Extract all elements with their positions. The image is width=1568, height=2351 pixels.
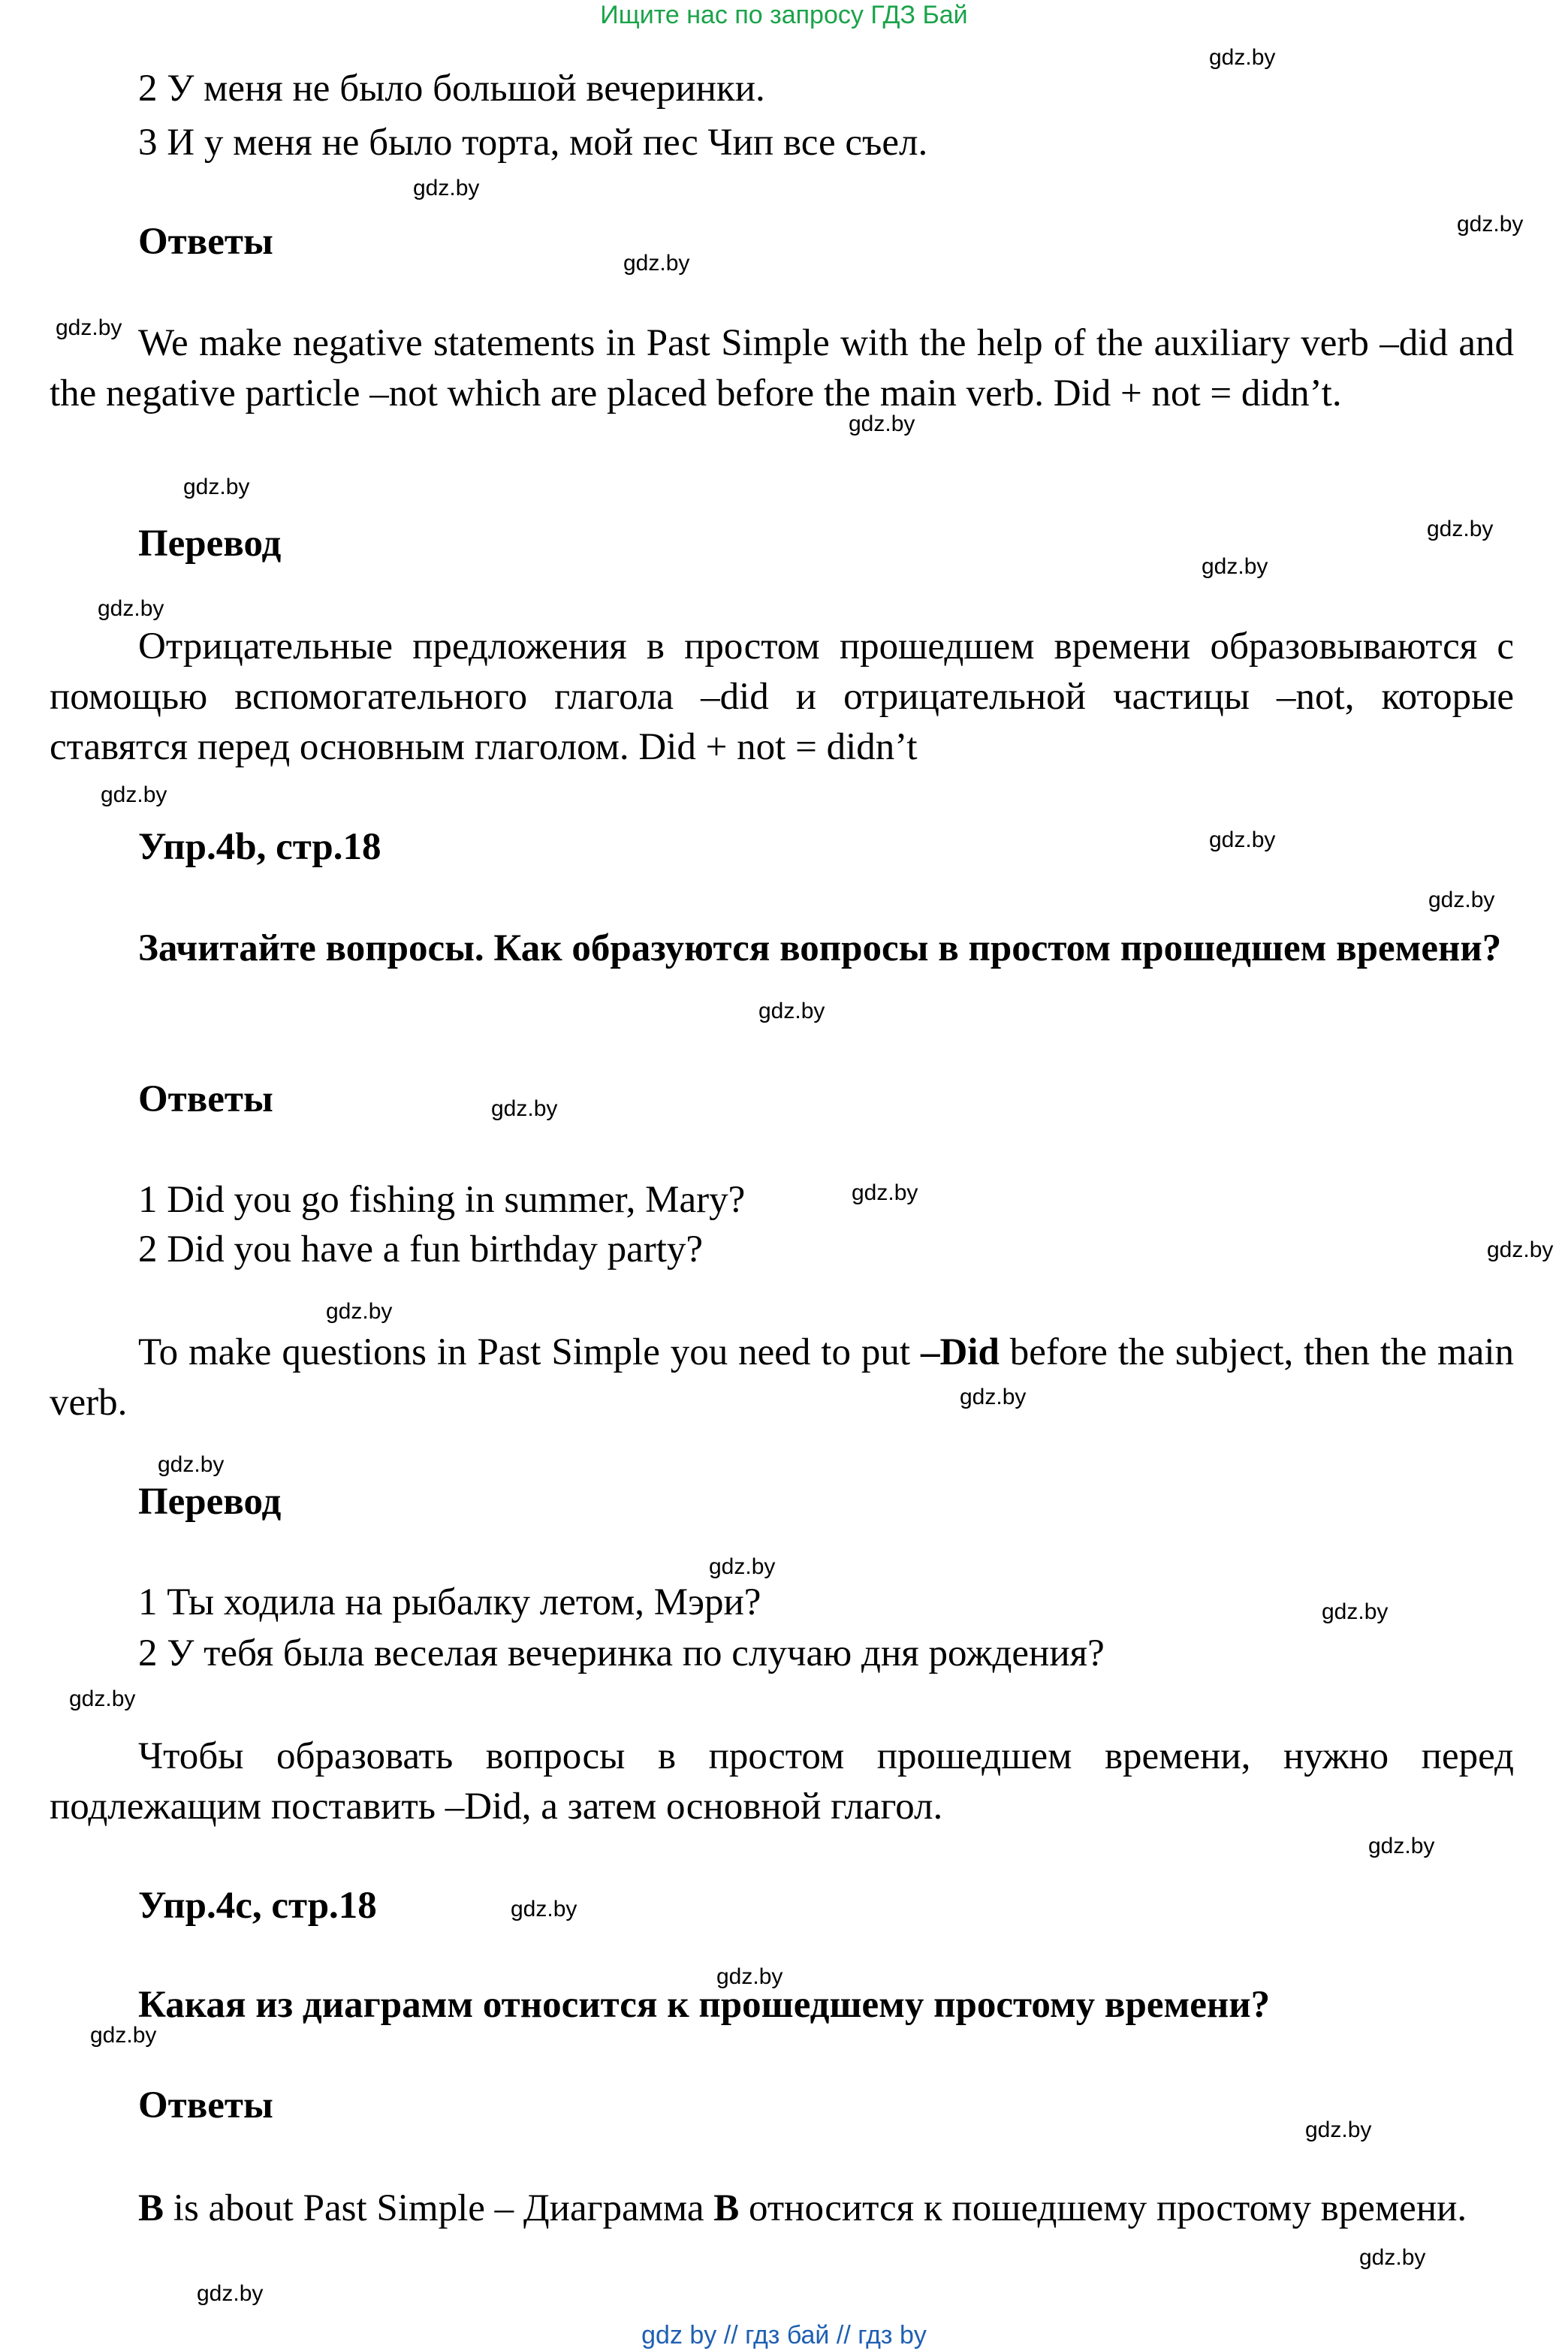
answer-text-2: относится к пошедшему простому времени. xyxy=(739,2187,1467,2229)
watermark: gdz.by xyxy=(849,411,915,436)
watermark: gdz.by xyxy=(709,1554,776,1579)
answers-heading-1: Ответы xyxy=(138,221,273,263)
watermark: gdz.by xyxy=(1428,888,1495,912)
explanation-text-before: To make questions in Past Simple you need to put xyxy=(138,1331,921,1373)
watermark: gdz.by xyxy=(101,782,167,807)
watermark: gdz.by xyxy=(1322,1599,1389,1624)
answer-b-bold-2: B xyxy=(713,2187,740,2229)
answers-heading-2: Ответы xyxy=(138,1078,273,1120)
watermark: gdz.by xyxy=(758,999,825,1023)
answer-paragraph-4c xyxy=(50,2184,1514,2234)
did-bold: –Did xyxy=(920,1331,1000,1373)
translation-paragraph-1: Отрицательные предложения в простом прошедшем времени образовываются с помощью вспомогательного глагола –did и отрицательной частицы –not, которые ставятся перед основным глаголом. Did + not = didn’t xyxy=(50,625,1514,768)
translation-heading-2: Перевод xyxy=(138,1481,282,1523)
intro-line-2: 2 У меня не было большой вечеринки. xyxy=(138,68,765,110)
translation-heading-1: Перевод xyxy=(138,523,282,565)
answers-paragraph-1: We make negative statements in Past Simple with the help of the auxiliary verb –did and the negative particle –not which are placed before the main verb. Did + not = didn’t. xyxy=(50,322,1514,414)
watermark: gdz.by xyxy=(158,1452,225,1477)
exercise-4b-task: Зачитайте вопросы. Как образуются вопросы в простом прошедшем времени? xyxy=(138,927,1502,969)
watermark: gdz.by xyxy=(326,1299,393,1324)
answer-line-2: 2 Did you have a fun birthday party? xyxy=(138,1228,704,1270)
watermark: gdz.by xyxy=(1359,2245,1426,2270)
watermark: gdz.by xyxy=(1368,1834,1435,1858)
watermark: gdz.by xyxy=(1427,517,1494,541)
watermark: gdz.by xyxy=(69,1686,136,1711)
watermark: gdz.by xyxy=(511,1897,577,1921)
translation-explanation: Чтобы образовать вопросы в простом прошедшем времени, нужно перед подлежащим поставить –Did, а затем основной глагол. xyxy=(50,1735,1514,1828)
translation-line-1: 1 Ты ходила на рыбалку летом, Мэри? xyxy=(138,1581,761,1623)
watermark: gdz.by xyxy=(1457,212,1524,237)
watermark: gdz.by xyxy=(716,1964,783,1989)
watermark: gdz.by xyxy=(1209,827,1276,852)
watermark: gdz.by xyxy=(1305,2117,1372,2142)
watermark: gdz.by xyxy=(960,1385,1027,1409)
top-banner[interactable]: Ищите нас по запросу ГДЗ Бай xyxy=(600,1,968,29)
watermark: gdz.by xyxy=(98,596,164,621)
watermark: gdz.by xyxy=(197,2281,264,2306)
watermark: gdz.by xyxy=(623,251,690,276)
watermark: gdz.by xyxy=(1202,554,1268,579)
answer-text-1: is about Past Simple – Диаграмма xyxy=(164,2187,714,2229)
intro-line-3: 3 И у меня не было торта, мой пес Чип все съел. xyxy=(138,122,928,164)
answer-line-1: 1 Did you go fishing in summer, Mary? xyxy=(138,1179,746,1221)
explanation-paragraph xyxy=(50,1328,1514,1428)
answers-heading-3: Ответы xyxy=(138,2084,273,2126)
explanation-text-after: before the subject, then the main verb. xyxy=(50,1331,1515,1424)
watermark: gdz.by xyxy=(56,315,122,340)
translation-line-2: 2 У тебя была веселая вечеринка по случаю дня рождения? xyxy=(138,1632,1105,1674)
exercise-4b-heading: Упр.4b, стр.18 xyxy=(138,826,381,868)
footer-links[interactable]: gdz by // гдз бай // гдз by xyxy=(641,2321,927,2349)
watermark: gdz.by xyxy=(183,475,250,499)
watermark: gdz.by xyxy=(90,2023,157,2048)
answer-b-bold-1: B xyxy=(138,2187,164,2229)
watermark: gdz.by xyxy=(491,1096,558,1121)
watermark: gdz.by xyxy=(852,1180,918,1205)
watermark: gdz.by xyxy=(413,176,480,200)
watermark: gdz.by xyxy=(1209,45,1276,70)
exercise-4c-task: Какая из диаграмм относится к прошедшему простому времени? xyxy=(138,1984,1271,2026)
watermark: gdz.by xyxy=(1487,1237,1554,1262)
exercise-4c-heading: Упр.4c, стр.18 xyxy=(138,1885,377,1927)
